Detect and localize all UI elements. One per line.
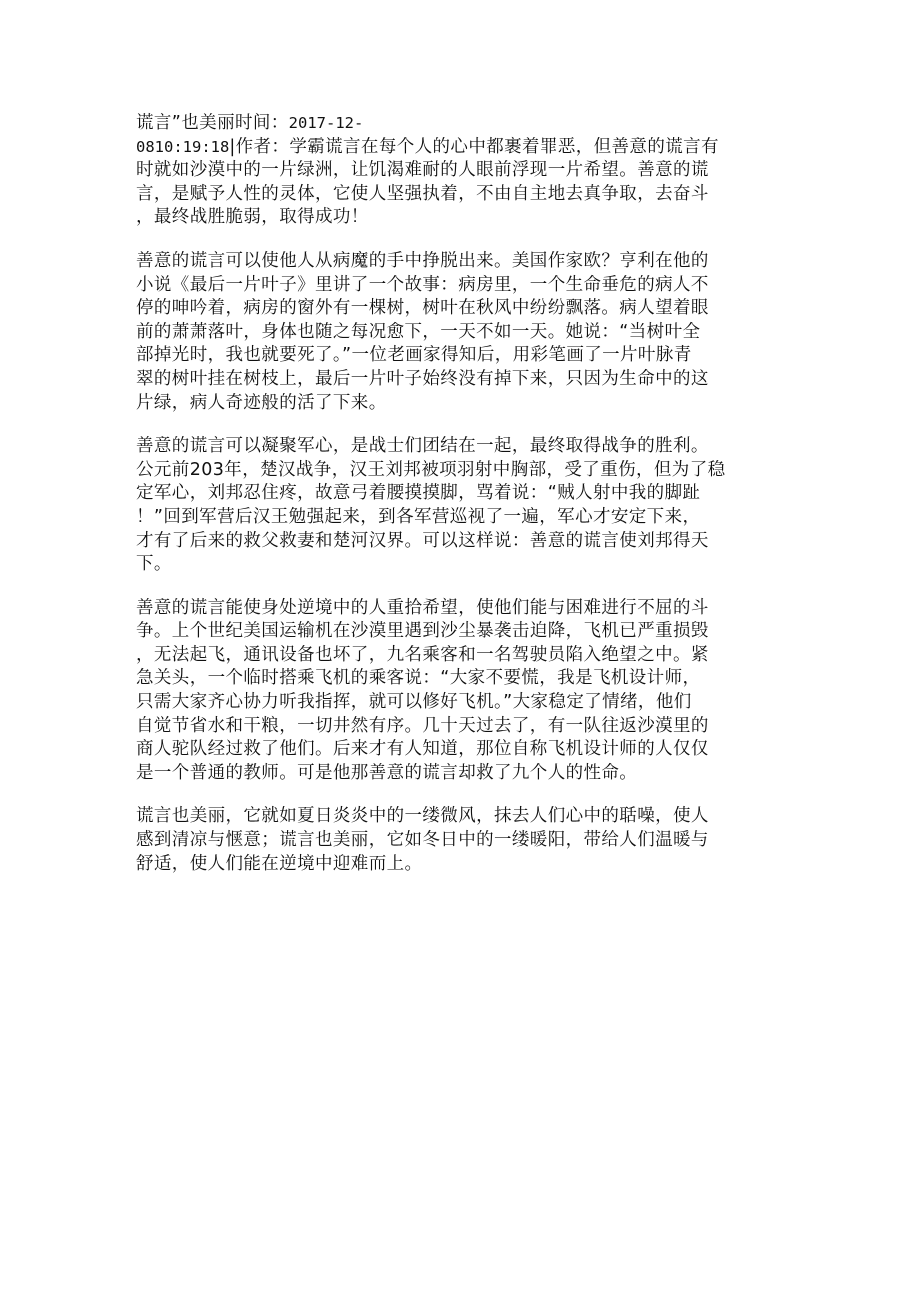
text-line: 片绿，病人奇迹般的活了下来。 xyxy=(136,392,387,413)
text-line: ，无法起飞，通讯设备也坏了，九名乘客和一名驾驶员陷入绝望之中。紧 xyxy=(136,644,709,665)
text-line: 是一个普通的教师。可是他那善意的谎言却救了九个人的性命。 xyxy=(136,762,638,783)
text-line: 争。上个世纪美国运输机在沙漠里遇到沙尘暴袭击迫降，飞机已严重损毁 xyxy=(136,621,709,642)
text-line: ！”回到军营后汉王勉强起来，到各军营巡视了一遍，军心才安定下来， xyxy=(136,506,701,527)
text-line: 商人驼队经过救了他们。后来才有人知道，那位自称飞机设计师的人仅仅 xyxy=(136,739,709,760)
text-line: 小说《最后一片叶子》里讲了一个故事：病房里，一个生命垂危的病人不 xyxy=(136,274,709,295)
paragraph-conclusion xyxy=(136,805,766,876)
text-line: 自觉节省水和干粮，一切井然有序。几十天过去了，有一队往返沙漠里的 xyxy=(136,715,709,736)
text-line: 公元前203年，楚汉战争，汉王刘邦被项羽射中胸部，受了重伤，但为了稳 xyxy=(136,459,726,480)
text-line: ，最终战胜脆弱，取得成功！ xyxy=(136,207,369,228)
text-line: 翠的树叶挂在树枝上，最后一片叶子始终没有掉下来，只因为生命中的这 xyxy=(136,368,709,389)
text-line: 时就如沙漠中的一片绿洲，让饥渴难耐的人眼前浮现一片希望。善意的谎 xyxy=(136,160,709,181)
text-line: 谎言也美丽，它就如夏日炎炎中的一缕微风，抹去人们心中的聒噪，使人 xyxy=(136,806,709,827)
publish-date: 2017-12- xyxy=(288,114,364,132)
text-line: 舒适，使人们能在逆境中迎难而上。 xyxy=(136,853,423,874)
text-line: 部掉光时，我也就要死了。”一位老画家得知后，用彩笔画了一片叶脉青 xyxy=(136,345,692,366)
paragraph-last-leaf-story xyxy=(136,250,766,415)
text-line: 停的呻吟着，病房的窗外有一棵树，树叶在秋风中纷纷飘落。病人望着眼 xyxy=(136,298,709,319)
text-line: 急关头，一个临时搭乘飞机的乘客说：“大家不要慌，我是飞机设计师， xyxy=(136,668,701,689)
header-line-2 xyxy=(136,136,766,160)
text-line: 善意的谎言能使身处逆境中的人重拾希望，使他们能与困难进行不屈的斗 xyxy=(136,597,709,618)
paragraph-liu-bang-story xyxy=(136,435,766,577)
article-title: 谎言”也美丽时间： xyxy=(136,113,289,133)
text-line: 定军心，刘邦忍住疼，故意弓着腰摸摸脚，骂着说：“贼人射中我的脚趾 xyxy=(136,483,701,504)
text-line: 善意的谎言可以使他人从病魔的手中挣脱出来。美国作家欧？亨利在他的 xyxy=(136,250,709,271)
text-line: 只需大家齐心协力听我指挥，就可以修好飞机。”大家稳定了情绪，他们 xyxy=(136,692,692,713)
publish-time: 0810:19:18 xyxy=(136,137,230,156)
text-line: 言，是赋予人性的灵体，它使人坚强执着，不由自主地去真争取，去奋斗 xyxy=(136,183,709,204)
article-body xyxy=(136,112,766,896)
text-line: 才有了后来的救父救妻和楚河汉界。可以这样说：善意的谎言使刘邦得天 xyxy=(136,530,709,551)
text-line: 下。 xyxy=(136,554,172,575)
text-line: 前的萧萧落叶，身体也随之每况愈下，一天不如一天。她说：“当树叶全 xyxy=(136,321,701,342)
author-and-opening: |作者：学霸谎言在每个人的心中都裹着罪恶，但善意的谎言有 xyxy=(229,136,719,157)
text-line: 感到清凉与惬意；谎言也美丽，它如冬日中的一缕暖阳，带给人们温暖与 xyxy=(136,830,709,851)
intro-paragraph xyxy=(136,112,766,230)
paragraph-desert-plane-story xyxy=(136,597,766,786)
text-line: 善意的谎言可以凝聚军心，是战士们团结在一起，最终取得战争的胜利。 xyxy=(136,436,709,457)
header-line-1 xyxy=(136,112,766,136)
